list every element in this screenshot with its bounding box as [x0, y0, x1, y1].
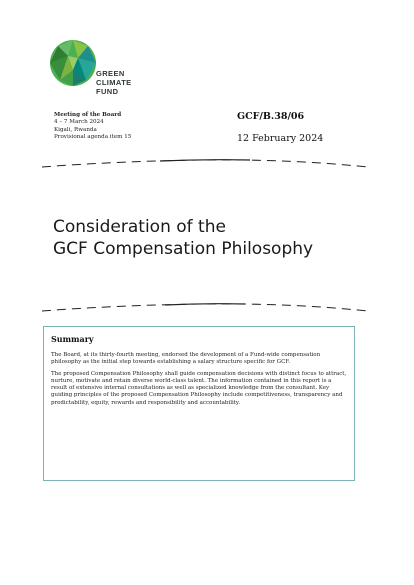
top-divider — [40, 156, 370, 170]
logo-wordmark — [96, 69, 132, 96]
meeting-dates: 4 – 7 March 2024 — [54, 119, 104, 126]
gcf-logo — [48, 38, 188, 102]
meeting-location: Kigali, Rwanda — [54, 126, 97, 133]
document-title — [53, 216, 313, 260]
meeting-name: Meeting of the Board — [54, 112, 122, 118]
summary-paragraph: The Board, at its thirty-fourth meeting, endorsed the development of a Fund-wide compensation philosophy as the initial step towards establishing a salary structure specific for GCF. — [51, 352, 321, 366]
bottom-divider — [40, 300, 370, 314]
document-date: 12 February 2024 — [237, 133, 324, 144]
meeting-info — [54, 112, 131, 142]
summary-heading: Summary — [51, 334, 94, 344]
logo-line: FUND — [96, 87, 119, 96]
globe-icon — [48, 38, 98, 88]
summary-paragraph: The proposed Compensation Philosophy shall guide compensation decisions with distinct focus to attract, nurture, motivate and retain diverse world-class talent. The information contained in this report is a result of extensive internal consultations as well as specialized knowledge from the consultant. Key guiding principles of the proposed Compensation Philosophy include competitiveness, transparency and predictability, equity, rewards and responsibility and accountability. — [51, 370, 347, 406]
document-code: GCF/B.38/06 — [237, 111, 305, 122]
title-line: Consideration of the — [53, 217, 226, 237]
summary-box — [43, 326, 355, 481]
logo-line: CLIMATE — [96, 78, 132, 87]
logo-line: GREEN — [96, 69, 125, 78]
title-line: GCF Compensation Philosophy — [53, 239, 314, 259]
agenda-item: Provisional agenda item 15 — [54, 134, 132, 141]
